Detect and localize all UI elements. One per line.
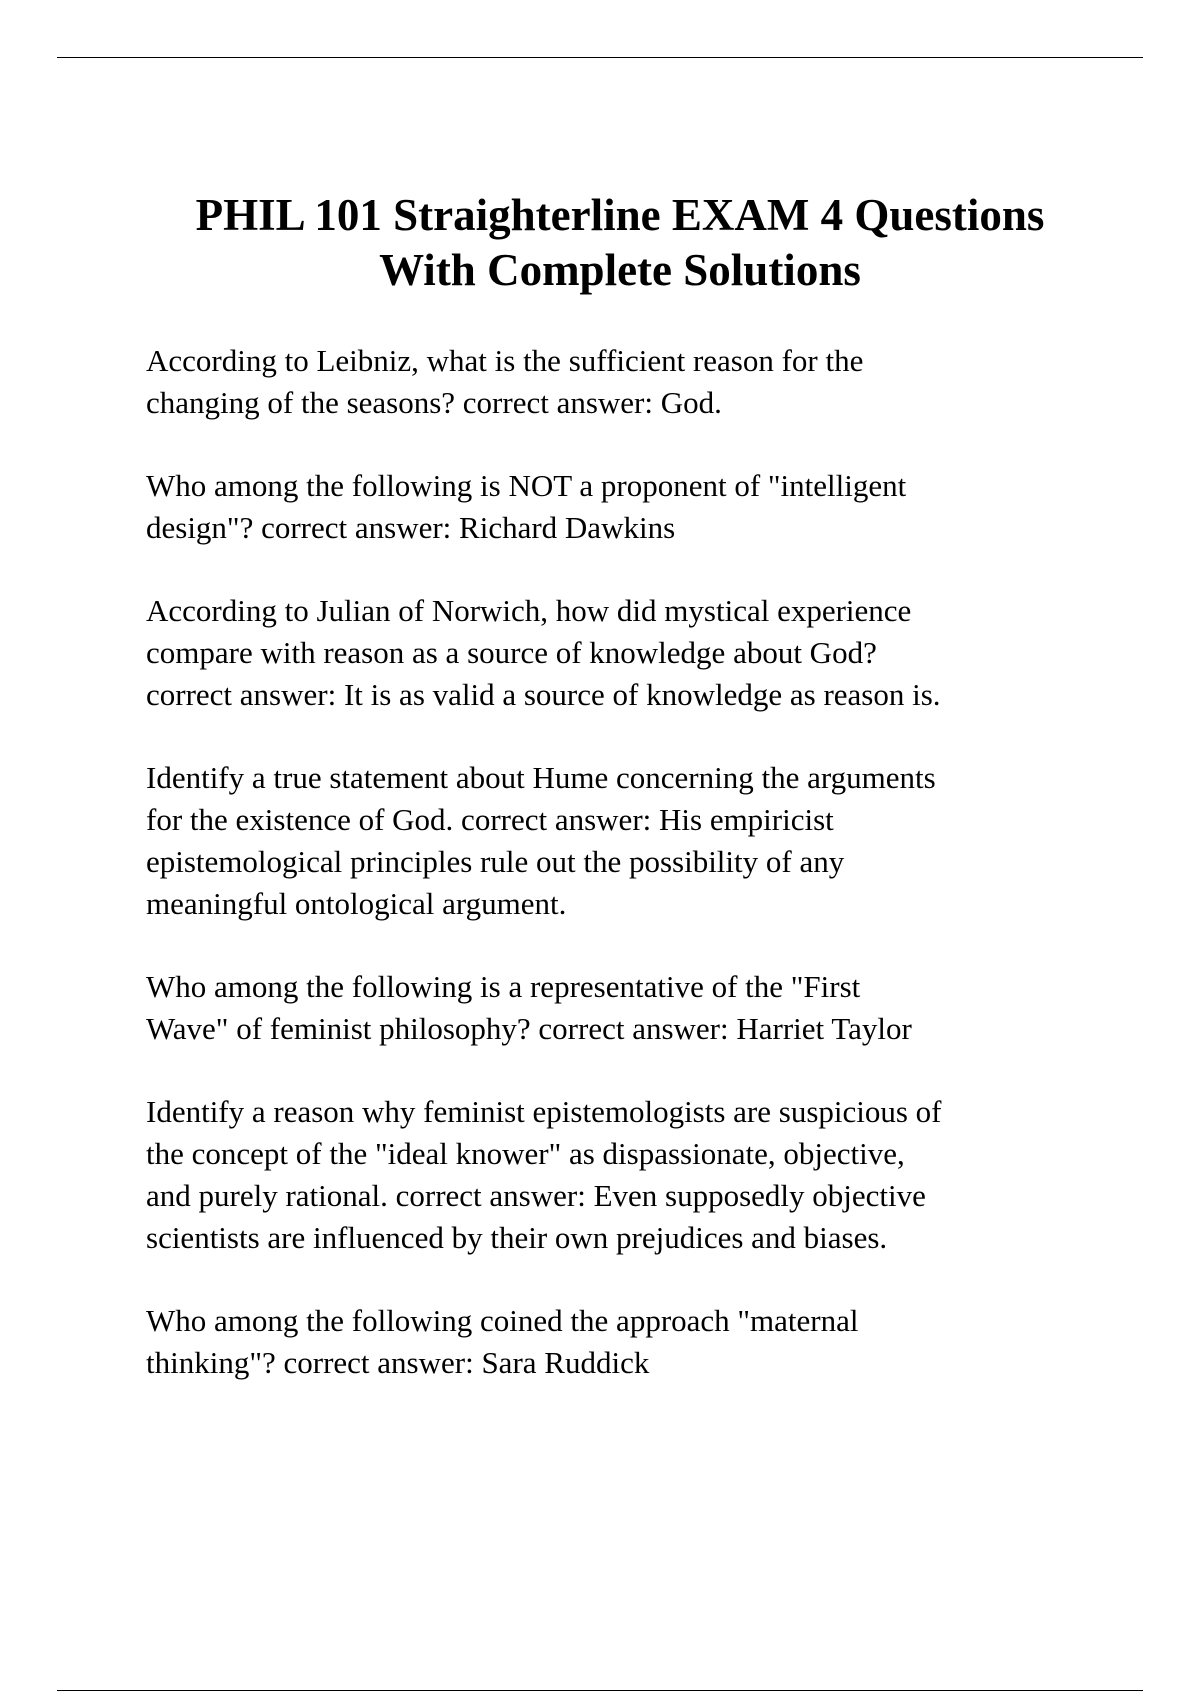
document-title-line-2: With Complete Solutions xyxy=(379,245,861,295)
bottom-divider xyxy=(57,1690,1143,1691)
question-answer-item: Who among the following is a representative of the "First Wave" of feminist philosophy? correct answer: Harriet Taylor xyxy=(146,969,912,1046)
question-answer-item: Identify a true statement about Hume concerning the arguments for the existence of God. correct answer: His empiricist epistemological principles rule out the possibility of any meaningful ontological argument. xyxy=(146,760,936,921)
document-title-line-1: PHIL 101 Straighterline EXAM 4 Questions xyxy=(195,190,1045,240)
top-divider xyxy=(57,57,1143,58)
question-answer-item: Identify a reason why feminist epistemologists are suspicious of the concept of the "ideal knower" as dispassionate, objective, and purely rational. correct answer: Even supposedly objective scientists are influenced by their own prejudices and biases. xyxy=(146,1094,942,1255)
document-title xyxy=(100,188,1140,298)
question-answer-item: Who among the following coined the approach "maternal thinking"? correct answer: Sara Ruddick xyxy=(146,1303,859,1380)
question-answer-list xyxy=(146,340,1106,1425)
question-answer-item: According to Leibniz, what is the sufficient reason for the changing of the seasons? correct answer: God. xyxy=(146,343,864,420)
question-answer-item: Who among the following is NOT a proponent of "intelligent design"? correct answer: Richard Dawkins xyxy=(146,468,907,545)
question-answer-item: According to Julian of Norwich, how did mystical experience compare with reason as a source of knowledge about God? correct answer: It is as valid a source of knowledge as reason is. xyxy=(146,593,941,712)
